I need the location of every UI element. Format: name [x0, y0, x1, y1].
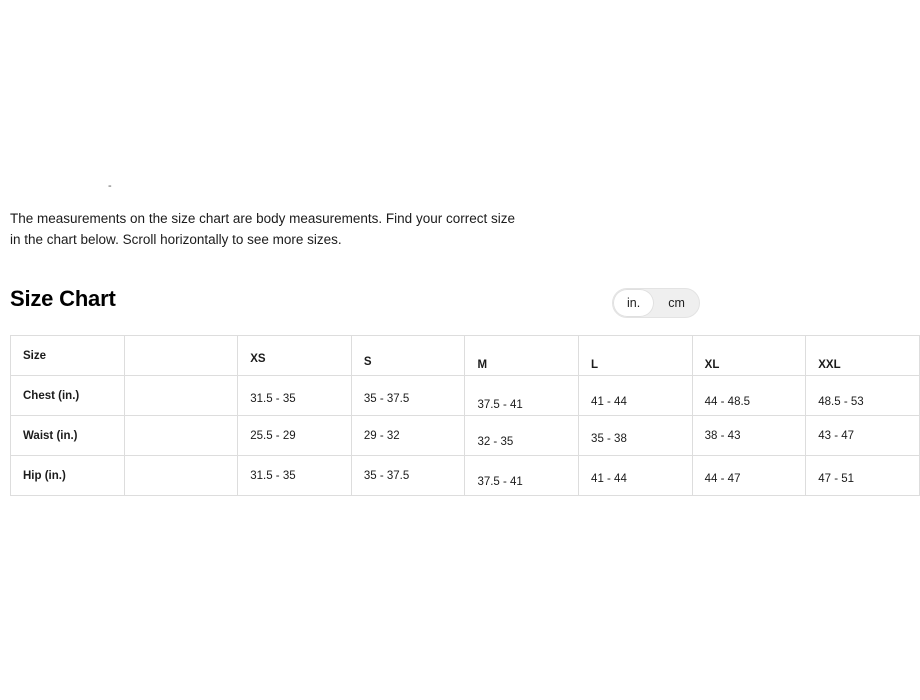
column-header-m: M [465, 336, 579, 376]
stray-dash-mark: - [108, 180, 112, 192]
cell-hip-xxl: 47 - 51 [806, 456, 920, 496]
row-label-hip: Hip (in.) [11, 456, 125, 496]
table-row [11, 456, 920, 496]
column-header-xxl: XXL [806, 336, 920, 376]
cell-waist-m: 32 - 35 [465, 416, 579, 456]
size-chart-table [10, 335, 920, 496]
row-label-chest: Chest (in.) [11, 376, 125, 416]
page-title: Size Chart [10, 286, 116, 311]
table-header-row [11, 336, 920, 376]
cell-hip-xs: 31.5 - 35 [238, 456, 352, 496]
cell-waist-s: 29 - 32 [351, 416, 465, 456]
cell-hip-xl: 44 - 47 [692, 456, 806, 496]
cell-chest-xs: 31.5 - 35 [238, 376, 352, 416]
cell-chest-xxl: 48.5 - 53 [806, 376, 920, 416]
intro-line-2: in the chart below. Scroll horizontally to see more sizes. [10, 232, 342, 247]
column-header-xl: XL [692, 336, 806, 376]
cell-waist-l: 35 - 38 [579, 416, 693, 456]
cell-chest-xl: 44 - 48.5 [692, 376, 806, 416]
column-header-l: L [579, 336, 693, 376]
cell-waist-blank [124, 416, 238, 456]
intro-paragraph [10, 208, 550, 250]
column-header-size: Size [11, 336, 125, 376]
column-header-s: S [351, 336, 465, 376]
intro-line-1: The measurements on the size chart are body measurements. Find your correct size [10, 211, 515, 226]
cell-hip-s: 35 - 37.5 [351, 456, 465, 496]
cell-chest-l: 41 - 44 [579, 376, 693, 416]
cell-waist-xs: 25.5 - 29 [238, 416, 352, 456]
cell-hip-blank [124, 456, 238, 496]
cell-waist-xxl: 43 - 47 [806, 416, 920, 456]
cell-chest-blank [124, 376, 238, 416]
unit-toggle-inches[interactable]: in. [613, 289, 654, 317]
row-label-waist: Waist (in.) [11, 416, 125, 456]
table-row [11, 416, 920, 456]
size-chart-scroll-container[interactable] [10, 335, 864, 498]
unit-toggle[interactable] [612, 288, 700, 318]
column-header-xs: XS [238, 336, 352, 376]
cell-hip-l: 41 - 44 [579, 456, 693, 496]
column-header-blank [124, 336, 238, 376]
table-row [11, 376, 920, 416]
cell-waist-xl: 38 - 43 [692, 416, 806, 456]
cell-hip-m: 37.5 - 41 [465, 456, 579, 496]
cell-chest-m: 37.5 - 41 [465, 376, 579, 416]
unit-toggle-centimeters[interactable]: cm [668, 296, 685, 310]
cell-chest-s: 35 - 37.5 [351, 376, 465, 416]
